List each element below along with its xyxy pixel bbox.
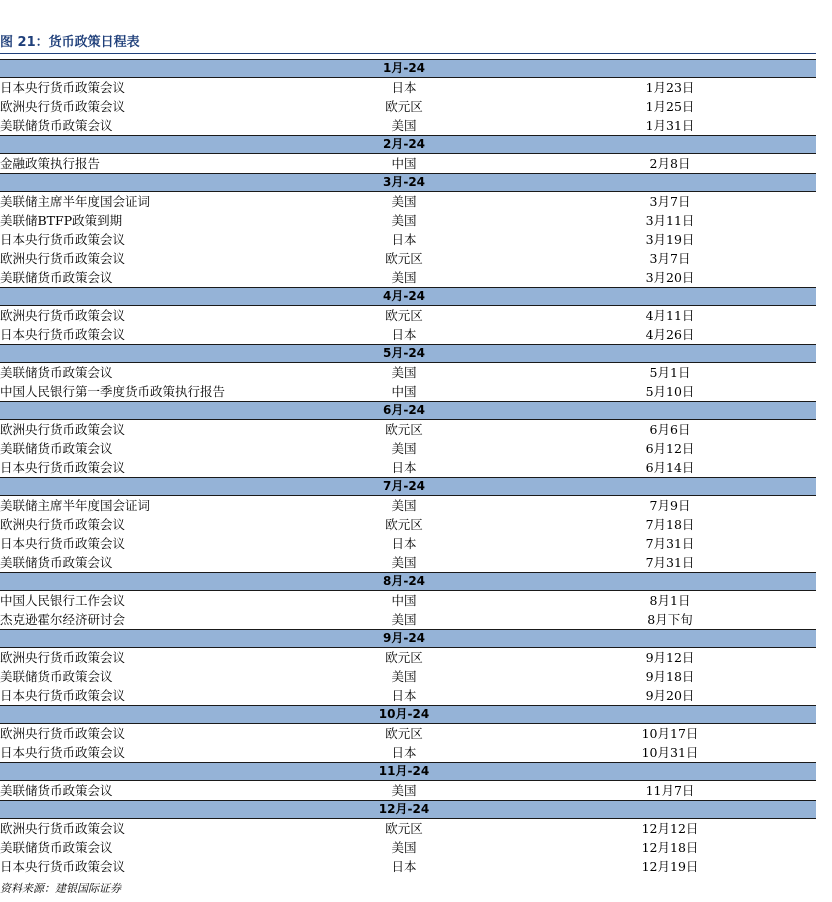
country-cell: 日本 <box>391 859 417 874</box>
event-cell: 美联储货币政策会议 <box>0 783 113 798</box>
table-row <box>0 78 816 97</box>
country-cell: 欧元区 <box>385 422 423 437</box>
date-cell: 3月7日 <box>649 194 691 209</box>
month-header-row <box>0 572 816 591</box>
event-cell: 日本央行货币政策会议 <box>0 327 126 342</box>
date-cell: 7月18日 <box>645 517 695 532</box>
table-row <box>0 819 816 838</box>
country-cell: 中国 <box>391 384 417 399</box>
table-row <box>0 306 816 325</box>
event-cell: 日本央行货币政策会议 <box>0 80 126 95</box>
date-cell: 9月18日 <box>645 669 695 684</box>
date-cell: 4月11日 <box>645 308 695 323</box>
month-label: 6月-24 <box>382 403 426 417</box>
table-row <box>0 325 816 344</box>
event-cell: 美联储主席半年度国会证词 <box>0 498 151 513</box>
table-row <box>0 648 816 667</box>
event-cell: 美联储货币政策会议 <box>0 441 113 456</box>
month-label: 10月-24 <box>378 707 430 721</box>
table-row <box>0 686 816 705</box>
event-cell: 美联储BTFP政策到期 <box>0 213 123 228</box>
table-row <box>0 116 816 135</box>
country-cell: 美国 <box>391 213 417 228</box>
table-row <box>0 857 816 876</box>
title-divider <box>0 53 816 54</box>
date-cell: 7月9日 <box>649 498 691 513</box>
date-cell: 3月19日 <box>645 232 695 247</box>
country-cell: 美国 <box>391 669 417 684</box>
event-cell: 美联储货币政策会议 <box>0 555 113 570</box>
table-row <box>0 192 816 211</box>
month-header-row <box>0 59 816 78</box>
date-cell: 10月17日 <box>641 726 699 741</box>
event-cell: 杰克逊霍尔经济研讨会 <box>0 612 126 627</box>
month-header-row <box>0 287 816 306</box>
date-cell: 6月12日 <box>645 441 695 456</box>
event-cell: 中国人民银行工作会议 <box>0 593 126 608</box>
country-cell: 美国 <box>391 365 417 380</box>
country-cell: 日本 <box>391 688 417 703</box>
event-cell: 欧洲央行货币政策会议 <box>0 726 126 741</box>
table-row <box>0 382 816 401</box>
month-header-row <box>0 477 816 496</box>
date-cell: 1月31日 <box>645 118 695 133</box>
date-cell: 7月31日 <box>645 536 695 551</box>
table-row <box>0 743 816 762</box>
date-cell: 5月1日 <box>649 365 691 380</box>
month-label: 11月-24 <box>378 764 430 778</box>
month-label: 5月-24 <box>382 346 426 360</box>
date-cell: 8月下旬 <box>647 612 693 627</box>
event-cell: 日本央行货币政策会议 <box>0 460 126 475</box>
month-label: 1月-24 <box>382 61 426 75</box>
month-label: 9月-24 <box>382 631 426 645</box>
event-cell: 美联储货币政策会议 <box>0 840 113 855</box>
date-cell: 11月7日 <box>645 783 695 798</box>
event-cell: 欧洲央行货币政策会议 <box>0 821 126 836</box>
table-row <box>0 724 816 743</box>
table-row <box>0 496 816 515</box>
event-cell: 美联储货币政策会议 <box>0 669 113 684</box>
source-note: 资料来源：建银国际证券 <box>0 882 121 895</box>
country-cell: 美国 <box>391 194 417 209</box>
month-label: 7月-24 <box>382 479 426 493</box>
policy-calendar-table <box>0 59 816 876</box>
table-row <box>0 420 816 439</box>
date-cell: 4月26日 <box>645 327 695 342</box>
month-header-row <box>0 800 816 819</box>
date-cell: 6月6日 <box>649 422 691 437</box>
country-cell: 美国 <box>391 555 417 570</box>
month-header-row <box>0 762 816 781</box>
event-cell: 美联储货币政策会议 <box>0 118 113 133</box>
date-cell: 9月20日 <box>645 688 695 703</box>
event-cell: 中国人民银行第一季度货币政策执行报告 <box>0 384 226 399</box>
country-cell: 美国 <box>391 840 417 855</box>
event-cell: 欧洲央行货币政策会议 <box>0 517 126 532</box>
table-row <box>0 249 816 268</box>
date-cell: 6月14日 <box>645 460 695 475</box>
country-cell: 美国 <box>391 118 417 133</box>
month-header-row <box>0 629 816 648</box>
event-cell: 欧洲央行货币政策会议 <box>0 251 126 266</box>
month-label: 12月-24 <box>378 802 430 816</box>
table-row <box>0 97 816 116</box>
event-cell: 欧洲央行货币政策会议 <box>0 422 126 437</box>
table-row <box>0 230 816 249</box>
event-cell: 美联储主席半年度国会证词 <box>0 194 151 209</box>
country-cell: 中国 <box>391 593 417 608</box>
country-cell: 美国 <box>391 612 417 627</box>
date-cell: 7月31日 <box>645 555 695 570</box>
month-header-row <box>0 705 816 724</box>
table-row <box>0 211 816 230</box>
date-cell: 3月7日 <box>649 251 691 266</box>
country-cell: 日本 <box>391 536 417 551</box>
country-cell: 欧元区 <box>385 821 423 836</box>
event-cell: 日本央行货币政策会议 <box>0 859 126 874</box>
date-cell: 1月25日 <box>645 99 695 114</box>
date-cell: 12月19日 <box>641 859 699 874</box>
date-cell: 5月10日 <box>645 384 695 399</box>
table-row <box>0 458 816 477</box>
table-row <box>0 553 816 572</box>
month-label: 8月-24 <box>382 574 426 588</box>
event-cell: 欧洲央行货币政策会议 <box>0 99 126 114</box>
country-cell: 欧元区 <box>385 308 423 323</box>
month-header-row <box>0 173 816 192</box>
table-row <box>0 154 816 173</box>
figure-title: 图 21：货币政策日程表 <box>0 35 140 50</box>
country-cell: 美国 <box>391 270 417 285</box>
month-label: 3月-24 <box>382 175 426 189</box>
event-cell: 日本央行货币政策会议 <box>0 232 126 247</box>
country-cell: 美国 <box>391 498 417 513</box>
country-cell: 日本 <box>391 460 417 475</box>
table-row <box>0 439 816 458</box>
country-cell: 欧元区 <box>385 517 423 532</box>
country-cell: 日本 <box>391 327 417 342</box>
table-row <box>0 610 816 629</box>
country-cell: 日本 <box>391 745 417 760</box>
table-row <box>0 363 816 382</box>
table-row <box>0 534 816 553</box>
month-label: 2月-24 <box>382 137 426 151</box>
month-header-row <box>0 401 816 420</box>
country-cell: 中国 <box>391 156 417 171</box>
date-cell: 9月12日 <box>645 650 695 665</box>
date-cell: 12月12日 <box>641 821 699 836</box>
month-header-row <box>0 135 816 154</box>
country-cell: 欧元区 <box>385 251 423 266</box>
date-cell: 3月11日 <box>645 213 695 228</box>
country-cell: 美国 <box>391 441 417 456</box>
event-cell: 美联储货币政策会议 <box>0 270 113 285</box>
event-cell: 美联储货币政策会议 <box>0 365 113 380</box>
table-row <box>0 591 816 610</box>
month-label: 4月-24 <box>382 289 426 303</box>
country-cell: 日本 <box>391 80 417 95</box>
date-cell: 1月23日 <box>645 80 695 95</box>
event-cell: 日本央行货币政策会议 <box>0 536 126 551</box>
country-cell: 美国 <box>391 783 417 798</box>
date-cell: 2月8日 <box>649 156 691 171</box>
date-cell: 8月1日 <box>649 593 691 608</box>
date-cell: 12月18日 <box>641 840 699 855</box>
event-cell: 日本央行货币政策会议 <box>0 745 126 760</box>
country-cell: 日本 <box>391 232 417 247</box>
event-cell: 欧洲央行货币政策会议 <box>0 650 126 665</box>
table-row <box>0 268 816 287</box>
table-row <box>0 838 816 857</box>
date-cell: 3月20日 <box>645 270 695 285</box>
event-cell: 日本央行货币政策会议 <box>0 688 126 703</box>
date-cell: 10月31日 <box>641 745 699 760</box>
month-header-row <box>0 344 816 363</box>
table-row <box>0 781 816 800</box>
table-row <box>0 667 816 686</box>
event-cell: 金融政策执行报告 <box>0 156 101 171</box>
country-cell: 欧元区 <box>385 99 423 114</box>
table-row <box>0 515 816 534</box>
event-cell: 欧洲央行货币政策会议 <box>0 308 126 323</box>
country-cell: 欧元区 <box>385 726 423 741</box>
country-cell: 欧元区 <box>385 650 423 665</box>
